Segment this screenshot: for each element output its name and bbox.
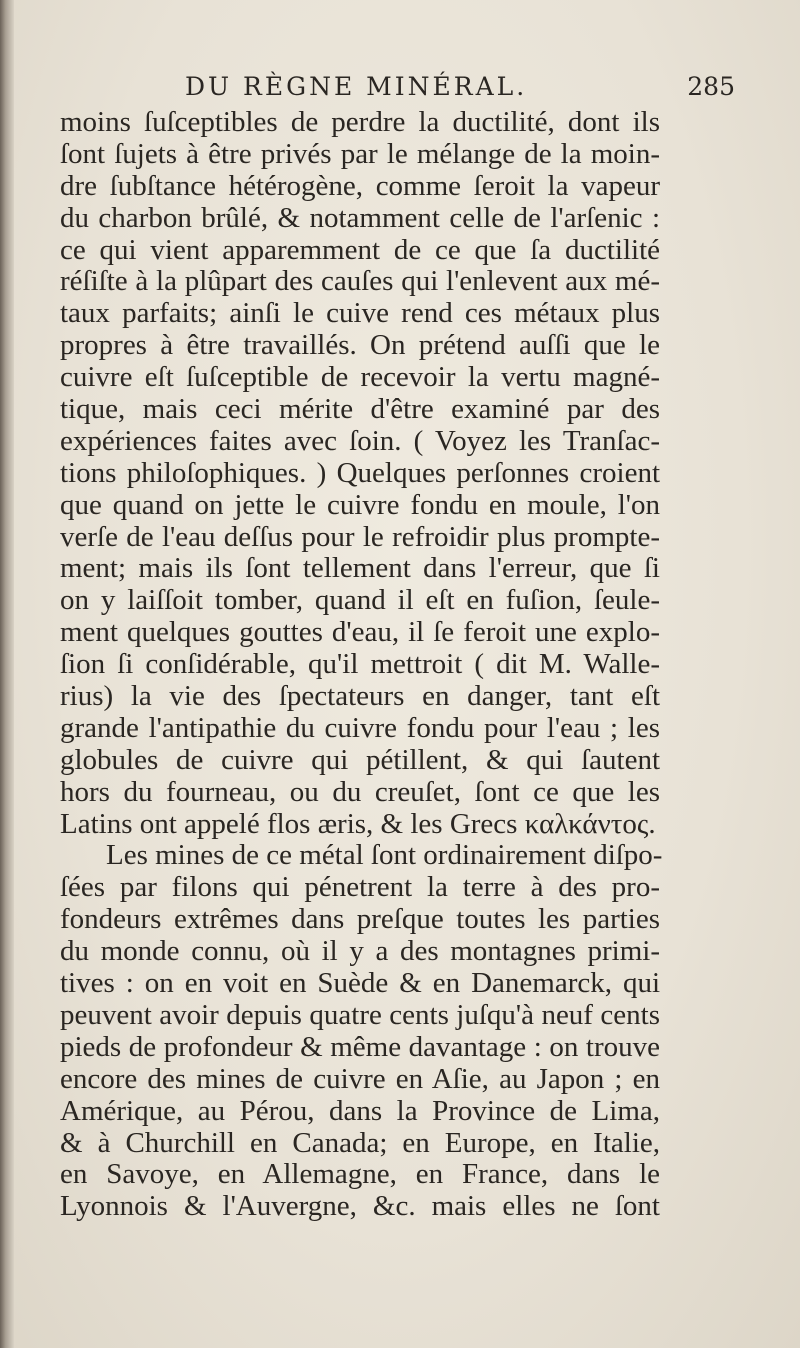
- text-line: du charbon brûlé, & notamment celle de l'arſenic :: [60, 201, 660, 234]
- text-line: propres à être travaillés. On prétend auſſi que le: [60, 329, 660, 362]
- text-line: globules de cuivre qui pétillent, & qui ſautent: [60, 743, 660, 776]
- page-number: 285: [687, 72, 735, 101]
- text-line: du monde connu, où il y a des montagnes primi-: [60, 935, 660, 968]
- text-line: verſe de l'eau deſſus pour le refroidir plus prompte-: [60, 520, 660, 553]
- text-line: tives : on en voit en Suède & en Danemarck, qui: [60, 967, 660, 1000]
- text-line: fondeurs extrêmes dans preſque toutes les parties: [60, 903, 660, 936]
- text-line: tique, mais ceci mérite d'être examiné par des: [60, 393, 660, 426]
- text-line: réſiſte à la plûpart des cauſes qui l'enlevent aux mé-: [60, 265, 660, 298]
- text-line: moins ſuſceptibles de perdre la ductilité, dont ils: [60, 106, 660, 138]
- text-line: ment; mais ils ſont tellement dans l'erreur, que ſi: [60, 552, 660, 585]
- text-line: Latins ont appelé flos æris, & les Grecs καλκάντος.: [60, 807, 656, 840]
- text-line: taux parfaits; ainſi le cuive rend ces métaux plus: [60, 297, 660, 330]
- text-line: peuvent avoir depuis quatre cents juſqu'à neuf cents: [60, 998, 660, 1031]
- text-line: ment quelques gouttes d'eau, il ſe feroit une explo-: [60, 616, 660, 649]
- text-line: ſont ſujets à être privés par le mélange de la moin-: [60, 137, 660, 170]
- text-line: ſion ſi conſidérable, qu'il mettroit ( dit M. Walle-: [60, 648, 660, 681]
- text-line: pieds de profondeur & même davantage : on trouve: [60, 1030, 660, 1063]
- text-line: ce qui vient apparemment de ce que ſa ductilité: [60, 233, 660, 266]
- text-line: en Savoye, en Allemagne, en France, dans le: [60, 1158, 660, 1191]
- text-line: cuivre eſt ſuſceptible de recevoir la vertu magné-: [60, 361, 660, 394]
- page-gutter-shadow: [0, 0, 14, 1348]
- running-head: DU RÈGNE MINÉRAL.: [185, 72, 528, 101]
- text-line: que quand on jette le cuivre fondu en moule, l'on: [60, 488, 660, 521]
- text-line: hors du fourneau, ou du creuſet, ſont ce que les: [60, 775, 660, 808]
- text-line: & à Churchill en Canada; en Europe, en Italie,: [60, 1126, 660, 1159]
- text-line: rius) la vie des ſpectateurs en danger, tant eſt: [60, 680, 660, 713]
- body-text: [60, 106, 663, 1223]
- text-line: dre ſubſtance hétérogène, comme ſeroit la vapeur: [60, 169, 660, 202]
- text-line: grande l'antipathie du cuivre fondu pour l'eau ; les: [60, 711, 660, 744]
- text-line: tions philoſophiques. ) Quelques perſonnes croient: [60, 456, 660, 489]
- text-line: Amérique, au Pérou, dans la Province de Lima,: [60, 1094, 660, 1127]
- text-line: Lyonnois & l'Auvergne, &c. mais elles ne ſont: [60, 1190, 660, 1223]
- text-line: expériences faites avec ſoin. ( Voyez les Tranſac-: [60, 424, 660, 457]
- text-line: Les mines de ce métal ſont ordinairement diſpo-: [106, 839, 663, 872]
- text-line: on y laiſſoit tomber, quand il eſt en fuſion, ſeule-: [60, 584, 660, 617]
- text-line: ſées par filons qui pénetrent la terre à des pro-: [60, 871, 660, 904]
- text-line: encore des mines de cuivre en Aſie, au Japon ; en: [60, 1062, 660, 1095]
